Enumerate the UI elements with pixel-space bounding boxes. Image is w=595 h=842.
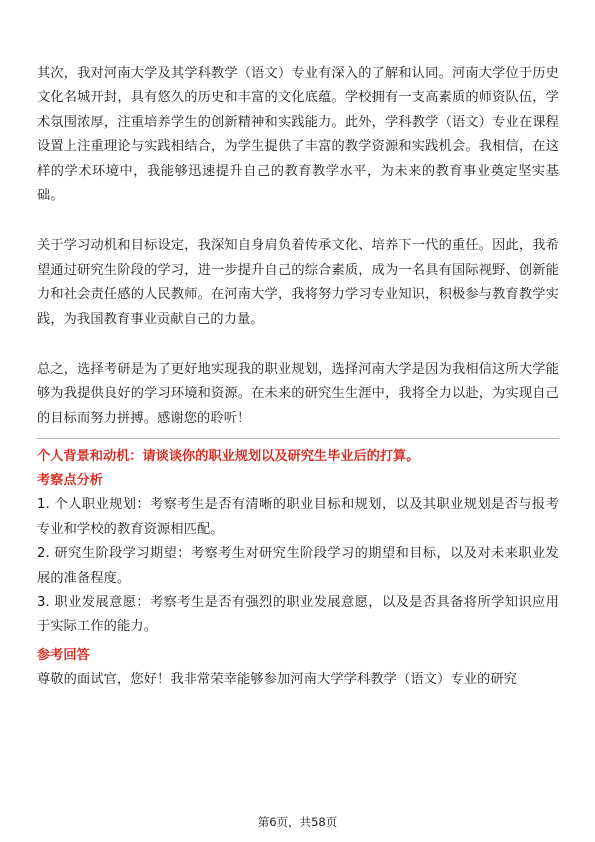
- answer-heading: 参考回答: [37, 647, 90, 663]
- answer-opening-line: 尊敬的面试官，您好！我非常荣幸能够参加河南大学学科教学（语文）专业的研究: [37, 671, 518, 687]
- analysis-item-career-plan: 1. 个人职业规划：考察考生是否有清晰的职业目标和规划，以及其职业规划是否与报考专业和学校的教育资源相匹配。: [37, 497, 559, 537]
- paragraph-learning-motivation: 关于学习动机和目标设定，我深知自身肩负着传承文化、培养下一代的重任。因此，我希望通过研究生阶段的学习，进一步提升自己的综合素质，成为一名具有国际视野、创新能力和社会责任感的人民教师。在河南大学，我将努力学习专业知识，积极参与教育教学实践，为我国教育事业贡献自己的力量。: [37, 238, 559, 327]
- paragraph-conclusion: 总之，选择考研是为了更好地实现我的职业规划，选择河南大学是因为我相信这所大学能够为我提供良好的学习环境和资源。在未来的研究生生涯中，我将全力以赴，为实现自己的目标而努力拼搏。感谢您的聆听！: [37, 362, 559, 426]
- paragraph-university-recognition: 其次，我对河南大学及其学科教学（语文）专业有深入的了解和认同。河南大学位于历史文化名城开封，具有悠久的历史和丰富的文化底蕴。学校拥有一支高素质的师资队伍，学术氛围浓厚，注重培养学生的创新精神和实践能力。此外，学科教学（语文）专业在课程设置上注重理论与实践相结合，为学生提供了丰富的教学资源和实践机会。我相信，在这样的学术环境中，我能够迅速提升自己的教育教学水平，为未来的教育事业奠定坚实基础。: [37, 66, 559, 204]
- page-number-footer: 第6页，共58页: [257, 815, 338, 829]
- interview-question: 个人背景和动机：请谈谈你的职业规划以及研究生毕业后的打算。: [37, 449, 420, 465]
- analysis-item-study-expectation: 2. 研究生阶段学习期望：考察考生对研究生阶段学习的期望和目标，以及对未来职业发展的准备程度。: [37, 546, 559, 586]
- section-divider: [37, 438, 559, 439]
- analysis-heading: 考察点分析: [37, 473, 103, 489]
- analysis-item-career-willingness: 3. 职业发展意愿：考察考生是否有强烈的职业发展意愿，以及是否具备将所学知识应用于实际工作的能力。: [37, 594, 559, 635]
- document-page: [37, 62, 559, 692]
